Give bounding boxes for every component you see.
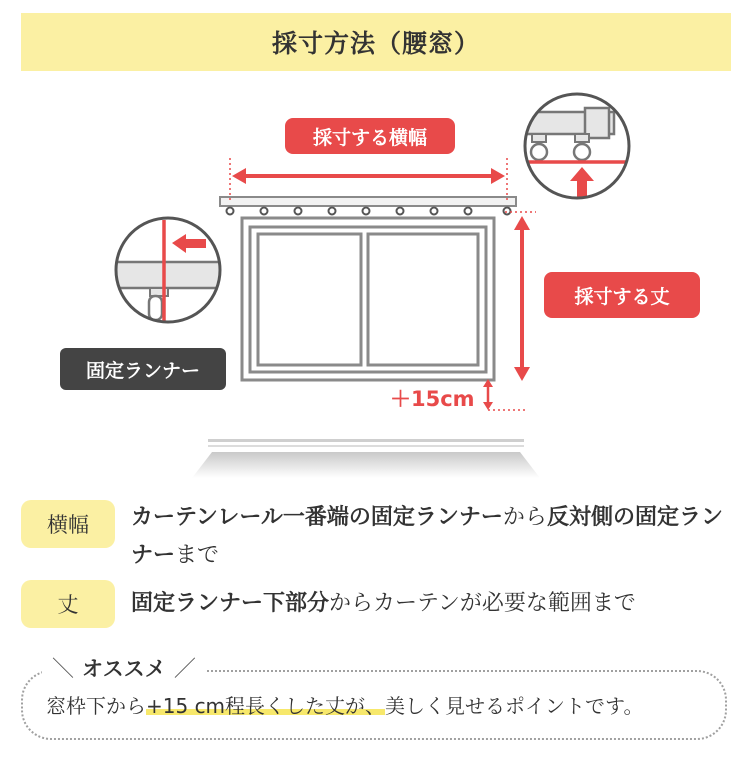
page-title: 採寸方法（腰窓）: [21, 13, 731, 71]
height-desc-part: からカーテンが必要な範囲まで: [329, 591, 636, 616]
width-desc-part: まで: [175, 543, 220, 568]
width-desc-part: カーテンレール一番端の固定ランナー: [131, 505, 503, 530]
height-row: [21, 580, 636, 628]
height-arrow: [514, 216, 530, 381]
width-label: 採寸する横幅: [285, 118, 455, 154]
window-sill: [192, 439, 540, 478]
width-row: [21, 500, 731, 575]
height-description: [131, 585, 636, 623]
recommend-title-text: オススメ: [82, 656, 166, 681]
runner-label: 固定ランナー: [60, 348, 226, 390]
recommend-highlight: +15 cm程長くした丈が、: [146, 694, 386, 718]
height-tag: 丈: [21, 580, 115, 628]
width-description: [131, 499, 731, 575]
slash-icon: ／: [173, 657, 196, 682]
recommend-text-part: 窓枠下から: [46, 694, 146, 718]
extra-length-arrow: [483, 379, 493, 410]
width-desc-part: から: [502, 505, 547, 530]
extra-length-label: ＋15cm: [390, 387, 475, 411]
slash-icon: ＼: [52, 657, 75, 682]
recommend-title: [42, 652, 206, 683]
left-zoom-detail: [110, 218, 230, 330]
width-arrow: [232, 168, 505, 184]
width-tag: 横幅: [21, 500, 115, 548]
height-desc-part: 固定ランナー下部分: [131, 591, 330, 616]
recommend-text-part: 美しく見せるポイントです。: [385, 694, 644, 718]
window-frame: [242, 218, 494, 380]
height-label: 採寸する丈: [544, 272, 700, 318]
width-desc-part: 反対側の固定ランナー: [131, 505, 723, 568]
curtain-rail: [220, 197, 516, 215]
right-zoom-detail: [520, 94, 640, 198]
recommend-text: [46, 690, 643, 719]
